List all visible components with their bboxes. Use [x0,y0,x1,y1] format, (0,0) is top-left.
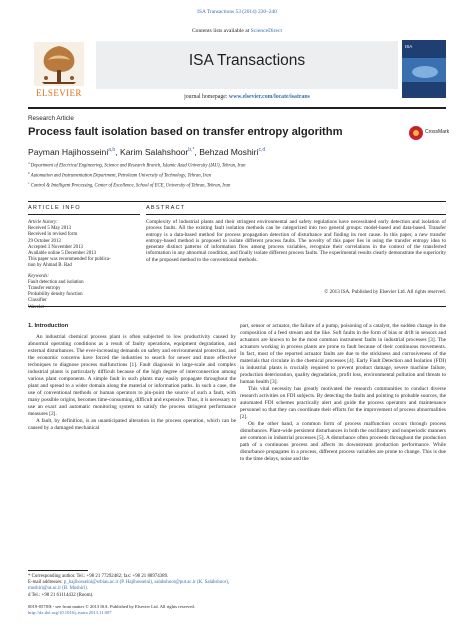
crossmark-icon-inner [413,130,419,136]
journal-name: ISA Transactions [188,52,306,69]
homepage-label: journal homepage: [184,94,229,100]
body-column-right [240,323,446,463]
keywords-label: Keywords: [28,273,50,279]
footnotes [28,574,236,599]
section-heading-introduction: 1. Introduction [28,323,69,329]
bottom-notes [28,604,328,616]
history-line: This paper was recommended for publica- [28,257,111,263]
doi-link[interactable]: http://dx.doi.org/10.1016/j.isatra.2013.11.007 [28,610,112,615]
affiliation [28,170,438,180]
footnote-rule [28,570,88,571]
email-addresses[interactable]: p_hajihosseini@srbiau.ac.ir (P. Hajihosseini), salahshoor@put.ac.ir (K. Salahshoor), moshiri@ut.ac.ir (B. Moshiri). [28,580,230,592]
affiliation-sup: b [28,170,30,175]
abstract-rule [146,214,446,215]
footnote-d: d Tel.: +98 21 61114432 (Room). [28,592,94,598]
paragraph: part, sensor or actuator, the failure of a pump, poisoning of a catalyst, the sudden change in the composition of a feed stream and the like. Soft faults in the form of bias or drift in sensors and actuators are known to be the most common instrument faults in industrial processes [3]. The actuators working in process plants are prone to fault because of their continuous movements. In fact, most of the reported actuator faults are due to the stickiness and corrosiveness of the materials that circulate in the chemical processes [4]. Early Fault Detection and Isolation (FDI) in industrial plants is crucially required to prevent product damage, severe machine failure, production deterioration, quality degradation, profit loss, environmental pollution and threats to human health [3]. [240,323,446,385]
article-info-rule [28,214,140,215]
history-line: Available online 5 December 2013 [28,251,97,257]
keyword: Transfer entropy [28,286,61,292]
abstract-heading: ABSTRACT [146,205,186,211]
history-label: Article history: [28,220,58,225]
history-line: Received 5 May 2013 [28,226,72,232]
affiliation-text: Automation and Instrumentation Department, Petroleum University of Technology, Tehran, Iran [30,173,211,179]
contents-prefix: Contents lists available at [191,28,251,34]
contents-line [28,28,446,34]
abstract-text: Complexity of industrial plants and their stringent environmental and safety regulations have necessitated early detection and isolation of process faults. All the existing fault isolation methods can be categorized into two general groups: model-based and data-based. Transfer entropy is a data-based method for process propagation detection of disturbance and finding its root cause. In this paper, a new transfer entropy-based method is proposed to isolate different process faults. The novelty of this paper lies in using the transfer entropy idea to generate distinct patterns of information flow among process variables, recognize their correlations in the context of the transferred information in any abnormal condition, and finally isolate different process faults. The experimental results clearly demonstrate the superiority of the proposed method to the conventional methods. [146,219,446,263]
history-line: 29 October 2013 [28,238,61,244]
author-affil-sup[interactable]: b,* [188,147,195,154]
affiliation-text: Control & Intelligent Processing, Center of Excellence, School of ECE, University of Tehran, Tehran, Iran [30,183,231,189]
article-type: Research Article [28,115,74,122]
author-name[interactable]: Payman Hajihosseini [28,147,109,157]
email-label: E-mail addresses: [28,580,63,586]
elsevier-logo[interactable] [28,42,90,98]
keyword: Wavelet [28,304,44,310]
homepage-link[interactable]: www.elsevier.com/locate/isatrans [228,94,310,100]
journal-title-box [96,41,398,89]
cover-graphic [412,66,438,78]
article-info-heading: ARTICLE INFO [28,205,81,211]
masthead-rule [28,107,446,109]
affiliation-sup: c [28,180,30,185]
masthead [28,28,446,104]
sciencedirect-link[interactable]: ScienceDirect [250,28,283,34]
abstract-copyright: © 2013 ISA. Published by Elsevier Ltd. All rights reserved. [324,289,446,295]
keyword: Probability density function [28,292,83,298]
author-affil-sup[interactable]: c,d [258,147,266,154]
journal-reference[interactable]: ISA Transactions 53 (2014) 230–240 [197,9,277,15]
abstract-bottom-rule [28,306,446,307]
article-info-panel [28,220,140,311]
paragraph: A fault, by definition, is an unanticipated alteration in the process operation, which can be caused by a damaged mechanical [28,418,236,431]
affiliation [28,160,438,170]
history-line: Received in revised form [28,232,78,238]
affiliation [28,180,438,190]
corresponding-author-note: * Corresponding author. Tel.: +98 21 77292482; fax: +98 21 88974389. [28,574,169,579]
history-line: Accepted 3 November 2013 [28,244,84,250]
elsevier-wordmark: ELSEVIER [36,88,82,98]
history-line: tion by Ahmad B. Rad [28,263,72,269]
affiliations [28,160,438,189]
article-title: Process fault isolation based on transfer entropy algorithm [28,126,343,138]
paragraph: On the other hand, a common form of process malfunction occurs through process disturbances. Plant-wide persistent disturbances in both the oscillatory and nonperiodic manners are common in industrial processes [5]. A disturbance often proceeds throughout the production path of a continuous process and affects its downstream production performance. While disturbance propagates in a process, different process variables are prone to change. This is due to the time delays, noise and the [240,421,446,462]
paragraph: This vital necessity has greatly motivated the research communities to conduct diverse research activities on FDI subjects. By detecting the faults and pointing to probable sources, the automated FDI schemes practically alert and guide the process operators and maintenance personnel so that they can coordinate their efforts for the improvement of process abnormalities [2]. [240,386,446,420]
affiliation-sup: a [28,161,30,165]
keyword: Classifier [28,298,47,304]
crossmark-badge[interactable] [409,123,449,145]
journal-cover-image[interactable] [402,40,446,98]
body-column-left [28,334,236,432]
crossmark-label: CrossMark [425,129,450,135]
keyword: Fault detection and isolation [28,279,84,285]
author-affil-sup[interactable]: a,b [108,147,116,154]
paragraph: An industrial chemical process plant is often subjected to low productivity caused by abnormal operating conditions as a result of faulty operations, equipment degradation, and external disturbances. The ever-increasing demands on safety and environmental protection, and the economic concerns have forced the industries to search for newer and more effective techniques to diagnose process malfunctions [1]. Fault diagnosis in large-scale and complex industrial plants is particularly difficult because of the high degree of interconnection among various plant components. A simple fault in such plants may easily propagate throughout the plant and spread to a wider domain along the material or information paths. In such a case, the use of conventional methods or human operators to pin-point the source of such a fault, with many possible origins, becomes time-consuming, difficult and expensive. Thus, it is necessary to use an exact and automatic monitoring system to satisfy the process stringent performance measures [2]. [28,334,236,417]
homepage-line [96,94,398,100]
author-list: Payman Hajihosseini$^{a,b}$, Karim Salahshoor$^{b,*}$, Behzad Moshiri$^{c,d}$ [28,147,266,157]
author-name[interactable]: Behzad Moshiri [199,147,259,157]
elsevier-tree-icon [34,42,84,86]
email-note [28,580,236,592]
cover-title: ISA [405,44,413,49]
affiliation-text: Department of Electrical Engineering, Science and Research Branch, Islamic Azad University (IAU), Tehran, Iran [30,163,246,169]
author-name[interactable]: Karim Salahshoor [119,147,189,157]
issn-line: 0019-0578/$ - see front matter © 2013 ISA. Published by Elsevier Ltd. All rights reserved. [28,604,195,609]
front-matter-rule [28,201,446,202]
